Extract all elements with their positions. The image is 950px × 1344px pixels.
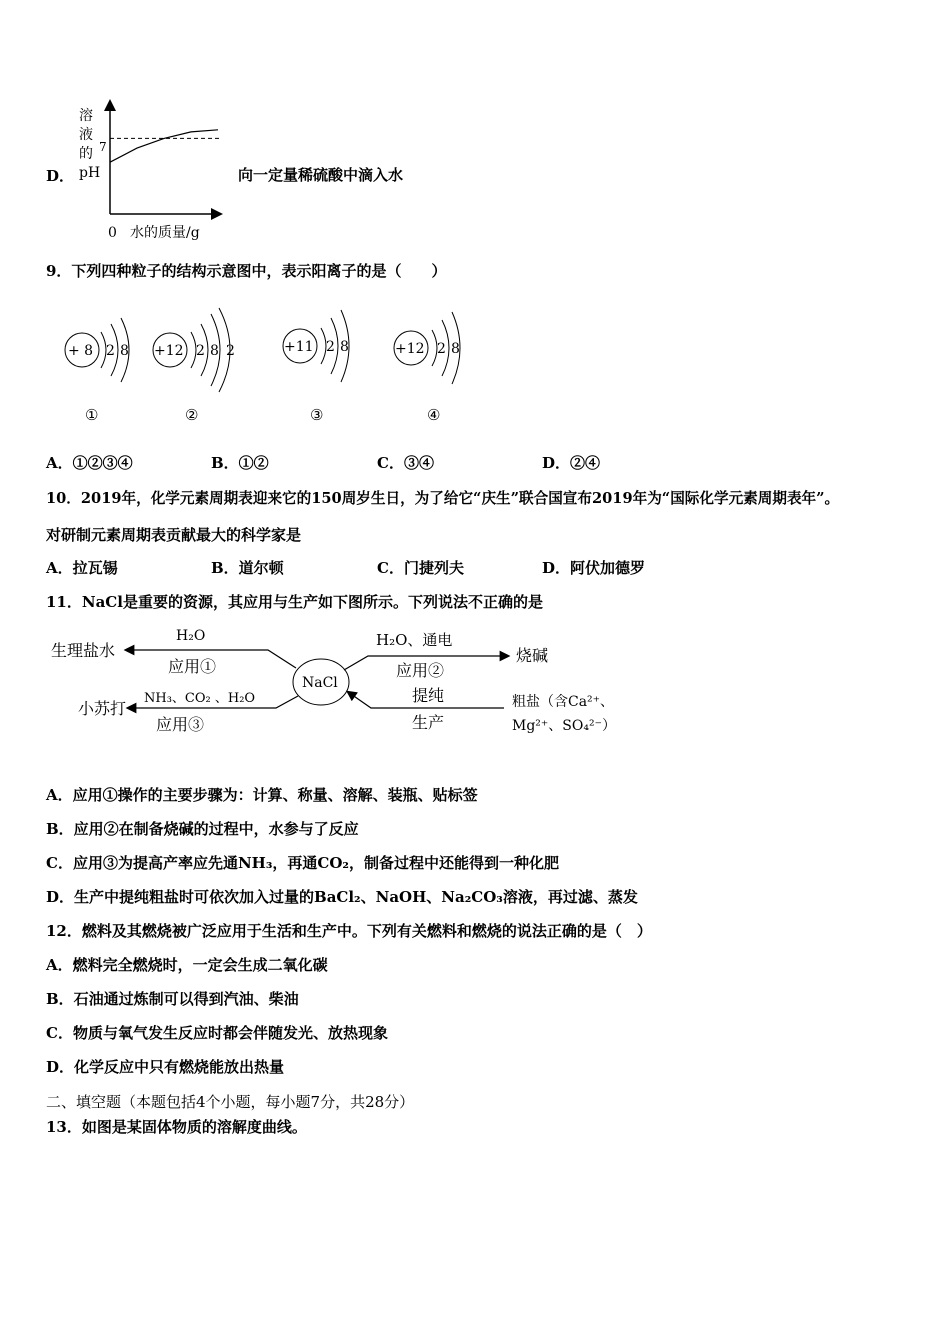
baking-soda-above: NH₃、CO₂ 、H₂O xyxy=(144,691,256,706)
q10-option-c[interactable]: C．门捷列夫 xyxy=(377,559,464,577)
particle-1-nucleus: + 8 xyxy=(68,343,94,359)
q9-option-c[interactable]: C．③④ xyxy=(377,454,434,472)
ylabel-char-0: 溶 xyxy=(79,108,93,124)
x-origin: 0 xyxy=(108,225,117,241)
q9-option-a[interactable]: A．①②③④ xyxy=(46,454,133,472)
q12-option-d[interactable]: D．化学反应中只有燃烧能放出热量 xyxy=(46,1058,285,1076)
particle-2-label: ② xyxy=(185,406,199,424)
q8d-label: D． xyxy=(46,167,75,185)
q10-option-a[interactable]: A．拉瓦锡 xyxy=(46,559,118,577)
caustic-soda-below: 应用② xyxy=(396,661,445,680)
crude-salt-above: 提纯 xyxy=(412,686,445,705)
q9-option-b[interactable]: B．①② xyxy=(211,454,269,472)
particle-3 xyxy=(283,310,349,424)
particle-3-label: ③ xyxy=(310,406,324,424)
saline-below: 应用① xyxy=(168,657,217,676)
q10-option-b[interactable]: B．道尔顿 xyxy=(211,559,284,577)
particle-2-shell-1: 2 xyxy=(196,343,205,359)
q12-option-a[interactable]: A．燃料完全燃烧时，一定会生成二氧化碳 xyxy=(46,956,328,974)
q10-option-d[interactable]: D．阿伏加德罗 xyxy=(542,559,646,577)
y-tick-7: 7 xyxy=(99,140,107,154)
q9-option-d[interactable]: D．②④ xyxy=(542,454,601,472)
particle-1-label: ① xyxy=(85,406,99,424)
baking-soda-below: 应用③ xyxy=(156,715,205,734)
ylabel-char-2: 的 xyxy=(79,146,93,162)
particle-4-shell-2: 8 xyxy=(451,341,460,357)
ylabel-char-3: pH xyxy=(79,165,101,181)
q10-stem-line1: 10．2019年，化学元素周期表迎来它的150周岁生日，为了给它“庆生”联合国宣布2019年为“国际化学元素周期表年”。 xyxy=(46,490,840,507)
q12-stem: 12．燃料及其燃烧被广泛应用于生活和生产中。下列有关燃料和燃烧的说法正确的是（ ） xyxy=(46,922,652,940)
saline-label: 生理盐水 xyxy=(51,641,116,660)
q11-option-c[interactable]: C．应用③为提高产率应先通NH₃，再通CO₂，制备过程中还能得到一种化肥 xyxy=(46,854,559,872)
q8d-caption: 向一定量稀硫酸中滴入水 xyxy=(238,166,404,184)
particle-4-nucleus: +12 xyxy=(395,341,425,357)
q11-option-a[interactable]: A．应用①操作的主要步骤为：计算、称量、溶解、装瓶、贴标签 xyxy=(46,786,478,804)
caustic-soda-above: H₂O、通电 xyxy=(376,631,453,649)
q11-option-d[interactable]: D．生产中提纯粗盐时可依次加入过量的BaCl₂、NaOH、Na₂CO₃溶液，再过滤、蒸发 xyxy=(46,888,638,906)
particle-3-shell-2: 8 xyxy=(340,339,349,355)
crude-salt-line2: Mg²⁺、SO₄²⁻） xyxy=(512,718,616,734)
particle-4 xyxy=(394,312,460,424)
q11-nacl-diagram xyxy=(46,620,646,754)
saline-above: H₂O xyxy=(176,628,206,644)
q11-stem: 11．NaCl是重要的资源，其应用与生产如下图所示。下列说法不正确的是 xyxy=(46,593,543,611)
particle-1-shell-1: 2 xyxy=(106,343,115,359)
ylabel-char-1: 液 xyxy=(79,127,93,143)
ph-curve xyxy=(110,130,218,162)
crude-salt-below: 生产 xyxy=(412,713,445,732)
particle-2 xyxy=(153,308,235,424)
particle-2-shell-2: 8 xyxy=(210,343,219,359)
baking-soda-label: 小苏打 xyxy=(78,699,127,718)
particle-4-label: ④ xyxy=(427,406,441,424)
particle-2-nucleus: +12 xyxy=(154,343,184,359)
caustic-soda-label: 烧碱 xyxy=(516,646,549,665)
q9-stem: 9．下列四种粒子的结构示意图中，表示阳离子的是（ ） xyxy=(46,262,447,280)
particle-3-shell-1: 2 xyxy=(326,339,335,355)
q10-stem-line2: 对研制元素周期表贡献最大的科学家是 xyxy=(46,526,302,544)
q9-particle-diagrams xyxy=(55,288,495,432)
particle-1-shell-2: 8 xyxy=(120,343,129,359)
particle-3-nucleus: +11 xyxy=(284,339,314,355)
q8d-ph-chart xyxy=(72,96,232,250)
nacl-center-label: NaCl xyxy=(302,675,338,691)
q13-stem: 13．如图是某固体物质的溶解度曲线。 xyxy=(46,1118,307,1136)
q12-option-b[interactable]: B．石油通过炼制可以得到汽油、柴油 xyxy=(46,990,299,1008)
particle-2-shell-3: 2 xyxy=(226,343,235,359)
section2-heading: 二、填空题（本题包括4个小题，每小题7分，共28分） xyxy=(46,1093,415,1111)
x-label: 水的质量/g xyxy=(130,225,200,241)
particle-4-shell-1: 2 xyxy=(437,341,446,357)
q11-option-b[interactable]: B．应用②在制备烧碱的过程中，水参与了反应 xyxy=(46,820,359,838)
crude-salt-line1: 粗盐（含Ca²⁺、 xyxy=(512,694,615,710)
particle-1 xyxy=(65,318,129,424)
q12-option-c[interactable]: C．物质与氧气发生反应时都会伴随发光、放热现象 xyxy=(46,1024,388,1042)
